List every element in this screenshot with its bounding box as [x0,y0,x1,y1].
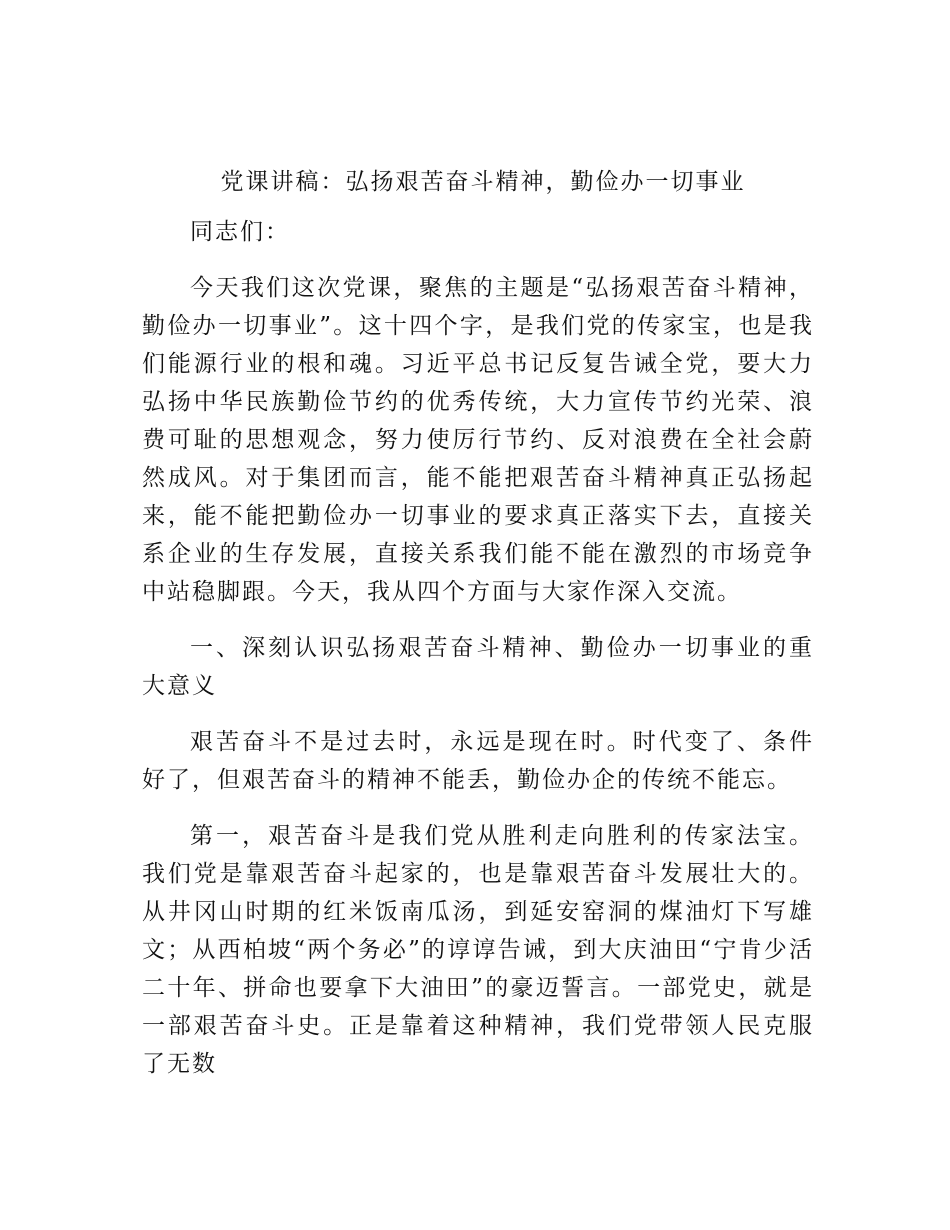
paragraph-section-1-lead: 艰苦奋斗不是过去时，永远是现在时。时代变了、条件好了，但艰苦奋斗的精神不能丢，勤俭办企的传统不能忘。 [142,729,814,793]
paragraph-point-1: 第一，艰苦奋斗是我们党从胜利走向胜利的传家法宝。我们党是靠艰苦奋斗起家的，也是靠艰苦奋斗发展壮大的。从井冈山时期的红米饭南瓜汤，到延安窑洞的煤油灯下写雄文；从西柏坡“两个务必”的谆谆告诫，到大庆油田“宁肯少活二十年、拼命也要拿下大油田”的豪迈誓言。一部党史，就是一部艰苦奋斗史。正是靠着这种精神，我们党带领人民克服了无数 [142,823,814,1077]
document-title: 党课讲稿：弘扬艰苦奋斗精神，勤俭办一切事业 [220,169,746,195]
paragraph-intro: 今天我们这次党课，聚焦的主题是“弘扬艰苦奋斗精神，勤俭办一切事业”。这十四个字，是我们党的传家宝，也是我们能源行业的根和魂。习近平总书记反复告诫全党，要大力弘扬中华民族勤俭节约的优秀传统，大力宣传节约光荣、浪费可耻的思想观念，努力使厉行节约、反对浪费在全社会蔚然成风。对于集团而言，能不能把艰苦奋斗精神真正弘扬起来，能不能把勤俭办一切事业的要求真正落实下去，直接关系企业的生存发展，直接关系我们能不能在激烈的市场竞争中站稳脚跟。今天，我从四个方面与大家作深入交流。 [142,275,814,605]
document-body [142,163,814,1083]
section-heading-1: 一、深刻认识弘扬艰苦奋斗精神、勤俭办一切事业的重大意义 [142,635,814,699]
greeting: 同志们： [190,219,290,245]
